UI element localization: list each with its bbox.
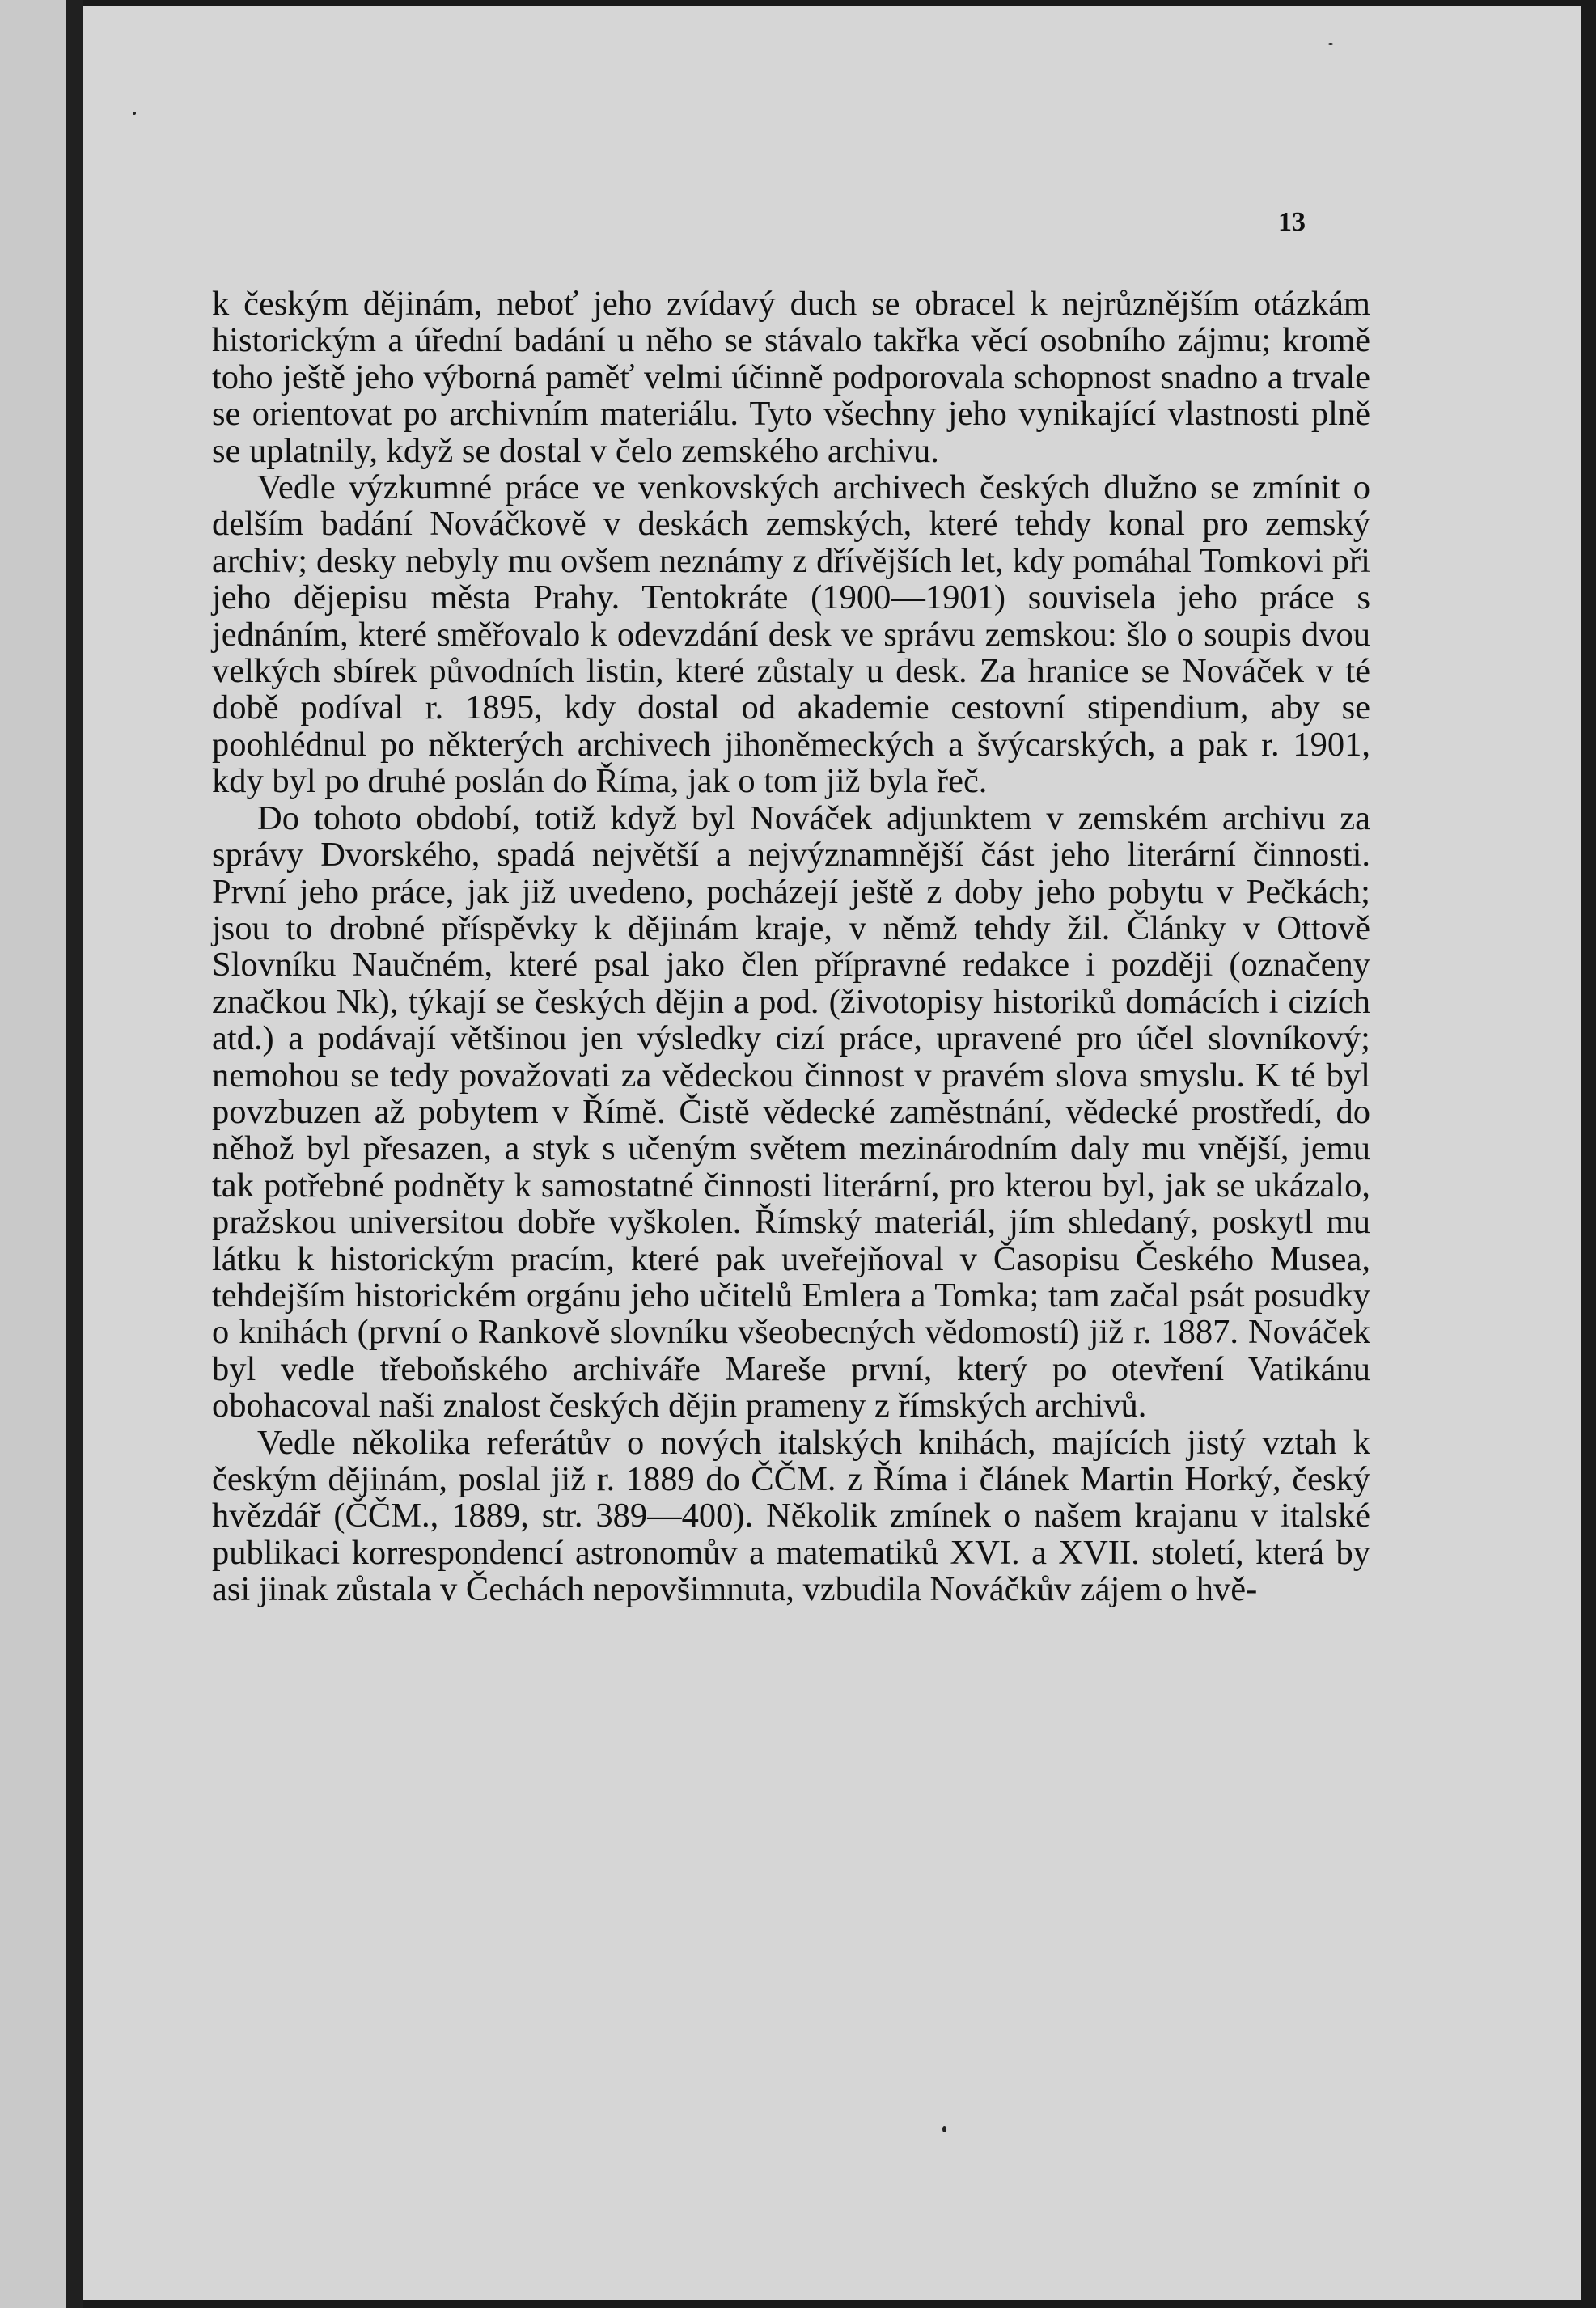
book-page — [83, 6, 1581, 2300]
paragraph-4: Vedle několika referátův o nových italských knihách, majících jistý vztah k českým dějinám, poslal již r. 1889 do ČČM. z Říma i článek Martin Horký, český hvězdář (ČČM., 1889, str. 389—400). Několik zmínek o našem krajanu v italské publikaci korrespondencí astronomův a matematiků XVI. a XVII. století, která by asi jinak zůstala v Čechách nepovšimnuta, vzbudila Nováčkův zájem o hvě- — [212, 1423, 1370, 1609]
page-number: 13 — [1278, 207, 1306, 237]
dust-speck — [133, 112, 136, 115]
paragraph-1: k českým dějinám, neboť jeho zvídavý duch se obracel k nejrůznějším otázkám historickým a úřední badání u něho se stávalo takřka věcí osobního zájmu; kromě toho ještě jeho výborná paměť velmi účinně podporovala schopnost snadno a trvale se orientovat po archivním materiálu. Tyto všechny jeho vynikající vlastnosti plně se uplatnily, když se dostal v čelo zemského archivu. — [212, 285, 1370, 470]
body-text — [212, 286, 1370, 1608]
previous-page-edge — [0, 0, 66, 2308]
paragraph-3: Do tohoto období, totiž když byl Nováček adjunktem v zemském archivu za správy Dvorského, spadá největší a nejvýznamnější část jeho literární činnosti. První jeho práce, jak již uvedeno, pocházejí ještě z doby jeho pobytu v Pečkách; jsou to drobné příspěvky k dějinám kraje, v němž tehdy žil. Články v Ottově Slovníku Naučném, které psal jako člen přípravné redakce i později (označeny značkou Nk), týkají se českých dějin a pod. (životopisy historiků domácích i cizích atd.) a podávají většinou jen výsledky cizí práce, upravené pro účel slovníkový; nemohou se tedy považovati za vědeckou činnost v pravém slova smyslu. K té byl povzbuzen až pobytem v Římě. Čistě vědecké zaměstnání, vědecké prostředí, do něhož byl přesazen, a styk s učeným světem mezinárodním daly mu vnější, jemu tak potřebné podněty k samostatné činnosti literární, pro kterou byl, jak se ukázalo, pražskou universitou dobře vyškolen. Římský materiál, jím shledaný, poskytl mu látku k historickým pracím, které pak uveřejňoval v Časopisu Českého Musea, tehdejším historickém orgánu jeho učitelů Emlera a Tomka; tam začal psát posudky o knihách (první o Rankově slovníku všeobecných vědomostí) již r. 1887. Nováček byl vedle třeboňského archiváře Mareše první, který po otevření Vatikánu obohacoval naši znalost českých dějin prameny z římských archivů. — [212, 798, 1370, 1425]
paragraph-2: Vedle výzkumné práce ve venkovských archivech českých dlužno se zmínit o delším badání Nováčkově v deskách zemských, které tehdy konal pro zemský archiv; desky nebyly mu ovšem neznámy z dřívějších let, kdy pomáhal Tomkovi při jeho dějepisu města Prahy. Tentokráte (1900—1901) souvisela jeho práce s jednáním, které směřovalo k odevzdání desk ve správu zemskou: šlo o soupis dvou velkých sbírek původních listin, které zůstaly u desk. Za hranice se Nováček v té době podíval r. 1895, kdy dostal od akademie cestovní stipendium, aby se poohlédnul po některých archivech jihoněmeckých a švýcarských, a pak r. 1901, kdy byl po druhé poslán do Říma, jak o tom již byla řeč. — [212, 468, 1370, 801]
book-gutter — [66, 0, 83, 2308]
dust-speck — [1328, 43, 1333, 45]
dust-speck — [942, 2126, 946, 2132]
